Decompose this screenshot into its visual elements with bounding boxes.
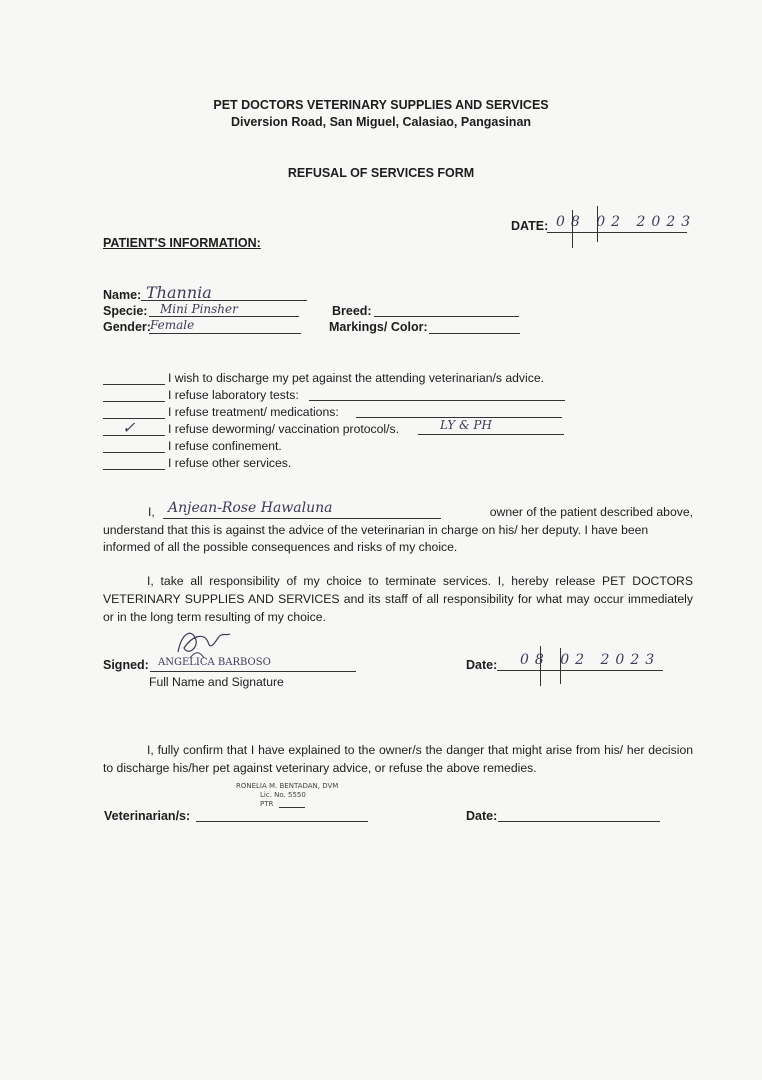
vet-date-line: [498, 821, 660, 822]
signature-date-value: 08 02 2023: [520, 652, 661, 668]
checklist-detail: LY & PH: [440, 418, 492, 432]
checklist-item: I refuse laboratory tests:: [168, 388, 299, 402]
markings-label: Markings/ Color:: [329, 320, 428, 334]
clinic-address: Diversion Road, San Miguel, Calasiao, Pangasinan: [230, 115, 532, 129]
breed-label: Breed:: [332, 304, 372, 318]
checklist-item: I wish to discharge my pet against the attending veterinarian/s advice.: [168, 371, 544, 385]
owner-line1-suffix: owner of the patient described above,: [489, 505, 693, 519]
signature-caption: Full Name and Signature: [149, 675, 284, 689]
owner-name: Anjean-Rose Hawaluna: [168, 500, 333, 516]
vet-stamp-license: Lic. No. 5550: [260, 791, 306, 799]
vet-stamp-ptr-line: [279, 807, 305, 808]
checklist-item: I refuse treatment/ medications:: [168, 405, 339, 419]
checklist-item: I refuse deworming/ vaccination protocol/s.: [168, 422, 399, 436]
signature-date-line: [497, 670, 663, 671]
date-line: [547, 232, 687, 233]
name-label: Name:: [103, 288, 142, 302]
checklist-detail-line: [418, 434, 564, 435]
checklist-blank: [103, 452, 165, 453]
date-value: 08 02 2023: [556, 214, 697, 230]
checklist-blank: [103, 469, 165, 470]
vet-statement: I, fully confirm that I have explained to the owner/s the danger that might arise from his/ her decision to discharge his/her pet against veterinary advice, or refuse the above remedies.: [103, 743, 693, 775]
checklist-blank: [103, 401, 165, 402]
date-divider: [597, 206, 598, 242]
specie-line: [149, 316, 299, 317]
checklist-item: I refuse confinement.: [168, 439, 282, 453]
date-divider: [560, 648, 561, 684]
checklist-blank: [103, 384, 165, 385]
gender-line: [149, 333, 301, 334]
signature-date-label: Date:: [466, 658, 498, 672]
signed-label: Signed:: [103, 658, 149, 672]
vet-stamp-name: RONELIA M. BENTADAN, DVM: [236, 782, 339, 790]
specie-value: Mini Pinsher: [160, 302, 238, 316]
gender-value: Female: [150, 318, 195, 332]
markings-line: [429, 333, 520, 334]
vet-signature-line: [196, 821, 368, 822]
gender-label: Gender:: [103, 320, 151, 334]
signed-line: [150, 671, 356, 672]
vet-date-label: Date:: [466, 809, 498, 823]
clinic-name: PET DOCTORS VETERINARY SUPPLIES AND SERVICES: [213, 98, 549, 112]
owner-line2: understand that this is against the advice of the veterinarian in charge on his/ her deputy. I have been: [103, 523, 649, 537]
vet-label: Veterinarian/s:: [104, 809, 191, 823]
checklist-detail-line: [309, 400, 565, 401]
checklist-item: I refuse other services.: [168, 456, 292, 470]
form-title: REFUSAL OF SERVICES FORM: [287, 166, 475, 180]
release-statement: I, take all responsibility of my choice to terminate services. I, hereby release PET DOCTORS VETERINARY SUPPLIES AND SERVICES and its staff of all responsibility for what may occur immediately or in the long term resulting of my choice.: [103, 574, 693, 624]
date-divider: [572, 210, 573, 248]
patient-section-title: PATIENT'S INFORMATION:: [103, 236, 261, 250]
signed-value: ANGELICA BARBOSO: [158, 657, 271, 668]
owner-name-line: [163, 518, 441, 519]
owner-prefix: I,: [148, 505, 155, 519]
name-value: Thannia: [146, 283, 212, 302]
owner-line3: informed of all the possible consequences and risks of my choice.: [103, 540, 458, 554]
breed-line: [374, 316, 519, 317]
date-label: DATE:: [511, 219, 549, 233]
check-mark: ✓: [122, 418, 136, 437]
signature-scribble: [170, 622, 240, 664]
vet-stamp-ptr: PTR: [260, 800, 274, 808]
date-divider: [540, 646, 541, 686]
specie-label: Specie:: [103, 304, 148, 318]
